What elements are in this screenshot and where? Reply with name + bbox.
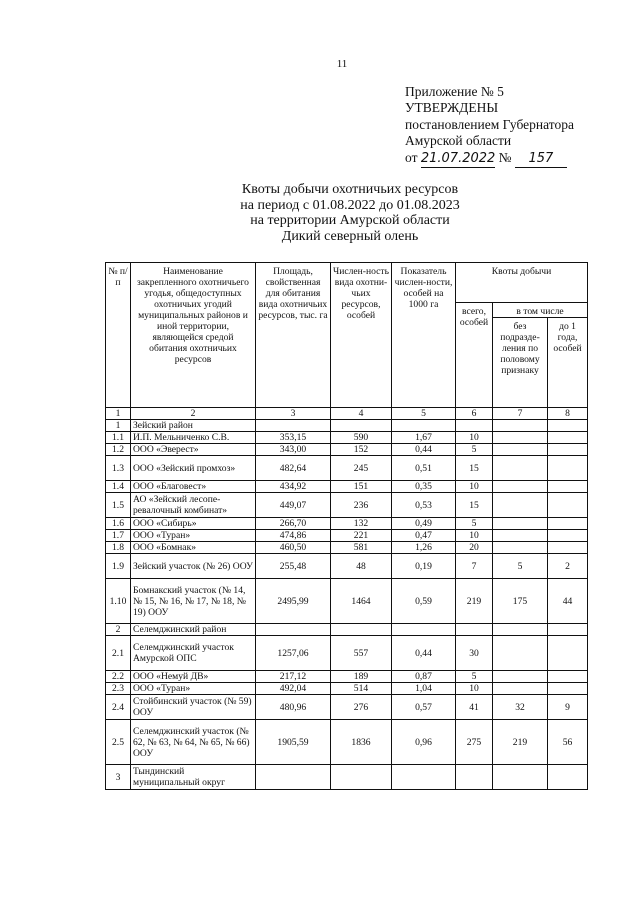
empty-cell [548,765,588,790]
row-no-sex: 219 [493,720,548,765]
section-row [106,624,588,636]
empty-cell [392,420,456,432]
empty-cell [456,420,493,432]
row-count: 151 [331,481,392,493]
title-line-3: на территории Амурской области [250,213,450,228]
row-number: 2.3 [106,683,131,695]
row-density: 0,53 [392,493,456,518]
row-count: 236 [331,493,392,518]
colnum: 2 [131,408,256,420]
row-density: 0,51 [392,456,456,481]
row-count: 152 [331,444,392,456]
row-no-sex [493,542,548,554]
empty-cell [392,765,456,790]
row-name: ООО «Эверест» [131,444,256,456]
row-young [548,542,588,554]
header-no: № п/п [106,263,131,408]
row-young [548,432,588,444]
row-count: 1464 [331,579,392,624]
table-row [106,671,588,683]
row-young [548,518,588,530]
row-area: 343,00 [256,444,331,456]
row-density: 0,44 [392,444,456,456]
row-number: 1.1 [106,432,131,444]
row-density: 0,49 [392,518,456,530]
row-number: 1.8 [106,542,131,554]
row-area: 492,04 [256,683,331,695]
row-area: 434,92 [256,481,331,493]
table-row [106,636,588,671]
row-no-sex: 5 [493,554,548,579]
row-density: 1,04 [392,683,456,695]
row-density: 0,96 [392,720,456,765]
row-count: 276 [331,695,392,720]
row-total: 20 [456,542,493,554]
row-name: Селемджинский участок (№ 62, № 63, № 64, № 65, № 66) ООУ [131,720,256,765]
row-name: ООО «Зейский промхоз» [131,456,256,481]
row-young: 2 [548,554,588,579]
row-count: 1836 [331,720,392,765]
row-area: 255,48 [256,554,331,579]
row-number: 2.4 [106,695,131,720]
row-density: 0,57 [392,695,456,720]
header-no-sex: без подразде-ления по половому признаку [493,318,548,408]
row-area: 480,96 [256,695,331,720]
row-name: Селемджинский район [131,624,256,636]
row-number: 1 [106,420,131,432]
row-name: Бомнакский участок (№ 14, № 15, № 16, № 17, № 18, № 19) ООУ [131,579,256,624]
row-area: 474,86 [256,530,331,542]
empty-cell [256,624,331,636]
row-young [548,530,588,542]
empty-cell [256,765,331,790]
row-total: 219 [456,579,493,624]
row-area: 266,70 [256,518,331,530]
row-no-sex [493,432,548,444]
table-row [106,554,588,579]
row-number: 1.7 [106,530,131,542]
row-name: ООО «Бомнак» [131,542,256,554]
row-total: 5 [456,671,493,683]
row-total: 10 [456,432,493,444]
table-row [106,481,588,493]
title-line-2: на период с 01.08.2022 до 01.08.2023 [240,197,460,213]
title-line-1: Квоты добычи охотничьих ресурсов [241,182,459,197]
row-name: ООО «Благовест» [131,481,256,493]
row-area: 460,50 [256,542,331,554]
empty-cell [331,765,392,790]
colnum: 6 [456,408,493,420]
row-no-sex: 32 [493,695,548,720]
row-name: Тындинский муниципальный округ [131,765,256,790]
row-area: 2495,99 [256,579,331,624]
row-count: 221 [331,530,392,542]
row-name: ООО «Туран» [131,530,256,542]
row-no-sex [493,518,548,530]
row-young [548,636,588,671]
table-row [106,444,588,456]
row-count: 590 [331,432,392,444]
row-density: 0,35 [392,481,456,493]
column-numbers-row [106,408,588,420]
header-name: Наименование закрепленного охотничьего угодья, общедоступных охотничьих угодий муниципальных районов и иной территории, являющейся средой обитания охотничьих ресурсов [131,263,256,408]
row-name: ООО «Сибирь» [131,518,256,530]
row-name: И.П. Мельниченко С.В. [131,432,256,444]
row-area: 1257,06 [256,636,331,671]
quota-table [105,262,588,790]
colnum: 7 [493,408,548,420]
row-density: 0,47 [392,530,456,542]
row-density: 0,44 [392,636,456,671]
row-area: 482,64 [256,456,331,481]
row-number: 1.10 [106,579,131,624]
row-area: 449,07 [256,493,331,518]
row-young [548,493,588,518]
row-number: 3 [106,765,131,790]
table-row [106,530,588,542]
row-young [548,683,588,695]
table-row [106,518,588,530]
table-row [106,456,588,481]
table-row [106,720,588,765]
row-young [548,444,588,456]
row-name: ООО «Немуй ДВ» [131,671,256,683]
row-name: Селемджинский участок Амурской ОПС [131,636,256,671]
row-total: 10 [456,481,493,493]
approval-appendix: Приложение № 5 [405,84,504,99]
row-no-sex [493,671,548,683]
approval-region: Амурской области [405,133,512,149]
row-total: 15 [456,493,493,518]
row-total: 15 [456,456,493,481]
row-density: 1,67 [392,432,456,444]
approval-number-label: № [498,149,512,165]
row-density: 0,59 [392,579,456,624]
header-young: до 1 года, особей [548,318,588,408]
row-total: 10 [456,683,493,695]
colnum: 8 [548,408,588,420]
row-young [548,456,588,481]
header-quota: Квоты добычи [456,263,588,303]
row-young: 9 [548,695,588,720]
row-count: 132 [331,518,392,530]
header-area: Площадь, свойственная для обитания вида охотничьих ресурсов, тыс. га [256,263,331,408]
empty-cell [456,765,493,790]
row-no-sex: 175 [493,579,548,624]
row-number: 1.4 [106,481,131,493]
row-total: 5 [456,444,493,456]
approval-date: 21.07.2022 [421,151,495,168]
row-total: 5 [456,518,493,530]
approval-decree: постановлением Губернатора [405,116,574,132]
row-number: 1.3 [106,456,131,481]
row-density: 0,19 [392,554,456,579]
table-row [106,683,588,695]
row-number: 1.9 [106,554,131,579]
table-row [106,695,588,720]
row-number: 1.6 [106,518,131,530]
row-count: 245 [331,456,392,481]
empty-cell [548,624,588,636]
row-no-sex [493,636,548,671]
row-young: 56 [548,720,588,765]
row-name: Зейский участок (№ 26) ООУ [131,554,256,579]
empty-cell [331,420,392,432]
row-total: 30 [456,636,493,671]
row-density: 0,87 [392,671,456,683]
row-no-sex [493,530,548,542]
document-title [200,182,500,244]
empty-cell [256,420,331,432]
approval-approved: УТВЕРЖДЕНЫ [405,100,499,116]
row-total: 10 [456,530,493,542]
row-count: 557 [331,636,392,671]
row-density: 1,26 [392,542,456,554]
row-total: 41 [456,695,493,720]
colnum: 5 [392,408,456,420]
empty-cell [493,624,548,636]
section-row [106,765,588,790]
row-no-sex [493,683,548,695]
row-number: 2.5 [106,720,131,765]
header-count: Числен-ность вида охотни-чьих ресурсов, особей [331,263,392,408]
empty-cell [392,624,456,636]
table-row [106,493,588,518]
approval-date-line [405,150,574,168]
row-number: 2 [106,624,131,636]
approval-number: 157 [515,151,567,168]
row-area: 217,12 [256,671,331,683]
row-number: 1.5 [106,493,131,518]
row-number: 2.2 [106,671,131,683]
row-area: 353,15 [256,432,331,444]
empty-cell [548,420,588,432]
section-row [106,420,588,432]
colnum: 1 [106,408,131,420]
empty-cell [331,624,392,636]
row-name: Зейский район [131,420,256,432]
row-number: 1.2 [106,444,131,456]
row-no-sex [493,456,548,481]
row-number: 2.1 [106,636,131,671]
row-name: ООО «Туран» [131,683,256,695]
colnum: 3 [256,408,331,420]
row-total: 7 [456,554,493,579]
row-young: 44 [548,579,588,624]
row-no-sex [493,493,548,518]
header-including: в том числе [493,303,588,318]
row-area: 1905,59 [256,720,331,765]
table-row [106,579,588,624]
empty-cell [493,420,548,432]
table-row [106,542,588,554]
header-density: Показатель числен-ности, особей на 1000 га [392,263,456,408]
empty-cell [456,624,493,636]
approval-block [405,84,574,168]
row-young [548,671,588,683]
approval-from-label: от [405,149,418,165]
row-count: 581 [331,542,392,554]
empty-cell [493,765,548,790]
row-total: 275 [456,720,493,765]
row-no-sex [493,481,548,493]
page-number: 11 [336,58,348,70]
row-young [548,481,588,493]
row-count: 48 [331,554,392,579]
row-count: 514 [331,683,392,695]
title-line-4: Дикий северный олень [281,228,419,244]
row-count: 189 [331,671,392,683]
row-name: АО «Зейский лесопе-ревалочный комбинат» [131,493,256,518]
row-no-sex [493,444,548,456]
colnum: 4 [331,408,392,420]
table-row [106,432,588,444]
row-name: Стойбинский участок (№ 59) ООУ [131,695,256,720]
header-total: всего, особей [456,303,493,408]
